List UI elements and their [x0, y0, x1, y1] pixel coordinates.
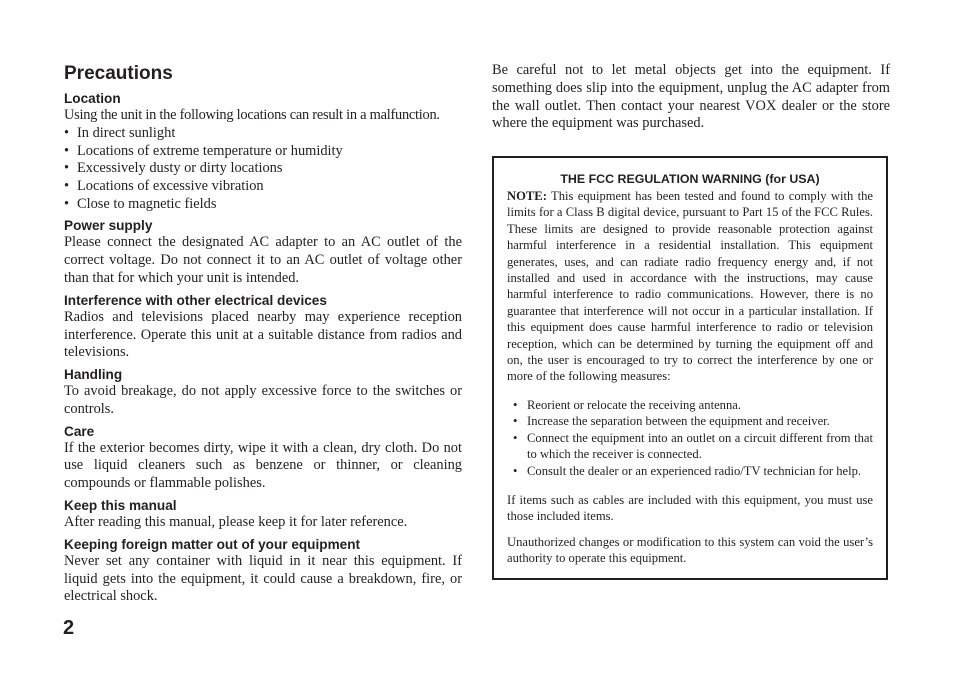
- section-text: To avoid breakage, do not apply excessive force to the switches or controls.: [64, 383, 462, 417]
- fcc-note-label: NOTE:: [507, 189, 547, 203]
- fcc-items-text: If items such as cables are included with this equipment, you must use those included items.: [507, 492, 873, 524]
- fcc-note-text: This equipment has been tested and found to comply with the limits for a Class B digital device, pursuant to Part 15 of the FCC Rules. These limits are designed to provide reasonable protection against harmful interference in a residential installation. This equipment generates, uses, and can radiate radio frequency energy and, if not installed and used in accordance with the instructions, may cause harmful interference to radio communications. However, there is no guarantee that interference will not occur in a particular installation. If this equipment does cause harmful interference to radio or television reception, which can be determined by turning the equipment off and on, the user is encouraged to try to correct the interference by one or more of the following measures:: [507, 189, 873, 384]
- section-heading: Keeping foreign matter out of your equipment: [64, 536, 361, 552]
- bullet-glyph: •: [64, 177, 70, 194]
- list-item: • Connect the equipment into an outlet on a circuit different from that to which the receiver is connected.: [513, 430, 873, 462]
- bullet-glyph: •: [513, 414, 518, 429]
- right-column: [492, 62, 890, 133]
- fcc-measures-list: [507, 397, 873, 479]
- section-heading: Location: [64, 91, 121, 106]
- section-heading: Keep this manual: [64, 498, 177, 514]
- section-text: Please connect the designated AC adapter to an AC outlet of the correct voltage. Do not connect it to an AC outlet of voltage other than that for which your unit is intended.: [64, 234, 462, 286]
- bullet-glyph: •: [64, 124, 70, 141]
- fcc-warning-box: [492, 156, 888, 580]
- bullet-glyph: •: [513, 397, 518, 412]
- section-foreign-matter: [64, 536, 462, 606]
- list-item: • Consult the dealer or an experienced radio/TV technician for help.: [513, 463, 862, 478]
- section-text: Never set any container with liquid in it near this equipment. If liquid gets into the equipment, it could cause a breakdown, fire, or electrical shock.: [64, 552, 462, 605]
- bullet-glyph: •: [513, 430, 518, 445]
- location-list: [64, 125, 462, 214]
- fcc-unauthorized-text: Unauthorized changes or modification to this system can void the user’s authority to operate this equipment.: [507, 534, 873, 566]
- section-location: [64, 90, 462, 213]
- bullet-glyph: •: [64, 195, 70, 212]
- list-item: • Close to magnetic fields: [64, 195, 217, 212]
- section-keep-manual: [64, 497, 462, 532]
- list-item: • In direct sunlight: [64, 124, 176, 141]
- list-item: • Increase the separation between the equipment and receiver.: [513, 414, 830, 429]
- section-heading: Power supply: [64, 218, 153, 234]
- section-power-supply: [64, 217, 462, 287]
- section-handling: [64, 366, 462, 419]
- section-care: [64, 423, 462, 493]
- continued-text: Be careful not to let metal objects get into the equipment. If something does slip into the equipment, unplug the AC adapter from the wall outlet. Then contact your nearest VOX dealer or the store where the equipment was purchased.: [492, 62, 890, 132]
- page-title: Precautions: [64, 63, 173, 84]
- bullet-glyph: •: [64, 160, 70, 177]
- section-text: If the exterior becomes dirty, wipe it with a clean, dry cloth. Do not use liquid cleaners such as benzene or thinner, or cleaning compounds or flammable polishes.: [64, 439, 462, 492]
- left-column: [64, 62, 462, 606]
- list-item: • Locations of extreme temperature or humidity: [64, 142, 343, 159]
- bullet-glyph: •: [513, 463, 518, 478]
- section-text: Using the unit in the following locations can result in a malfunction.: [64, 107, 440, 123]
- list-item: • Excessively dusty or dirty locations: [64, 160, 283, 177]
- list-item: • Reorient or relocate the receiving antenna.: [513, 397, 741, 412]
- fcc-note: [507, 188, 873, 385]
- fcc-title: THE FCC REGULATION WARNING (for USA): [560, 172, 820, 186]
- section-heading: Care: [64, 423, 95, 439]
- section-text: After reading this manual, please keep it for later reference.: [64, 514, 408, 531]
- bullet-glyph: •: [64, 142, 70, 159]
- page-number: 2: [63, 617, 75, 639]
- section-heading: Handling: [64, 367, 123, 383]
- section-text: Radios and televisions placed nearby may experience reception interference. Operate this unit at a suitable distance from radios and televisions.: [64, 308, 462, 361]
- section-interference: [64, 292, 462, 362]
- section-heading: Interference with other electrical devices: [64, 292, 327, 308]
- list-item: • Locations of excessive vibration: [64, 177, 264, 194]
